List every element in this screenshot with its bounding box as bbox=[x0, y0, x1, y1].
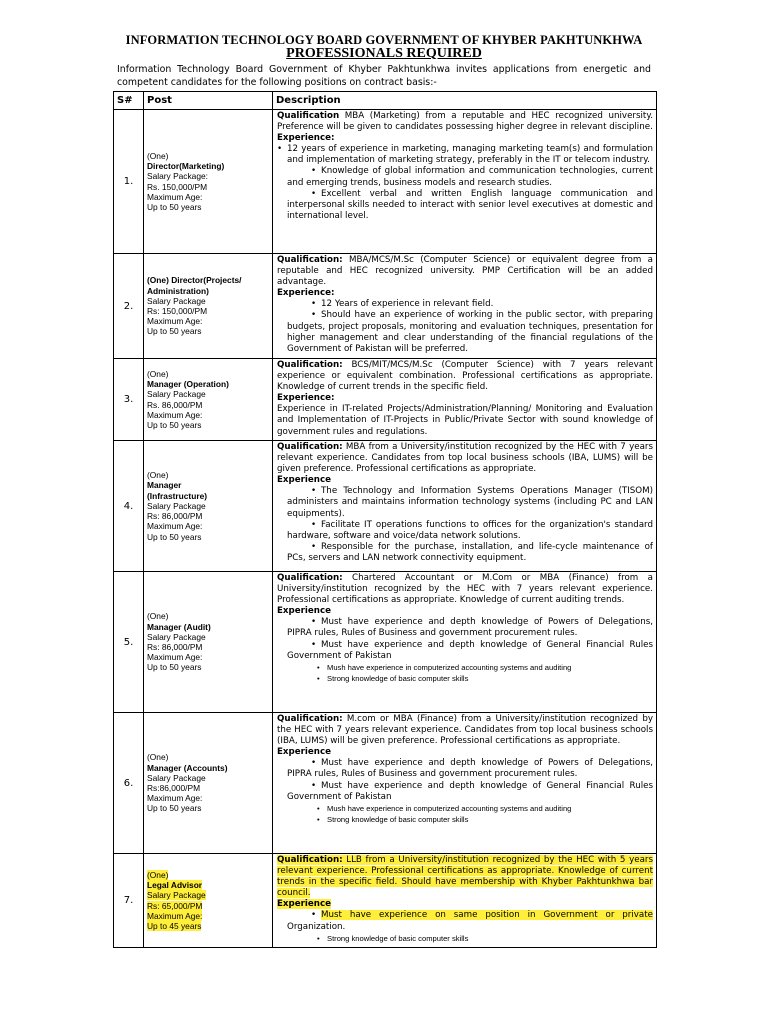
qualification-text: Chartered Accountant or M.Com or MBA (Finance) from a University/institution recognized by the HEC with 7 years relevant experience. Professional certifications as appropriate. Knowledge of current auditing trends. bbox=[277, 573, 653, 606]
description-cell bbox=[273, 254, 657, 359]
salary-value: Rs: 86,000/PM bbox=[147, 511, 203, 522]
post-count: (One) bbox=[147, 752, 169, 763]
organization-heading: INFORMATION TECHNOLOGY BOARD GOVERNMENT OF KHYBER PAKHTUNKHWA bbox=[125, 33, 643, 47]
experience-list bbox=[277, 144, 653, 222]
post-count: (One) bbox=[147, 368, 169, 379]
qualification-label: Qualification: bbox=[277, 573, 343, 583]
intro-paragraph: Information Technology Board Government of Khyber Pakhtunkhwa invites applications from energetic and competent candidates for the following positions on contract basis:- bbox=[117, 64, 651, 88]
salary-value: Rs:86,000/PM bbox=[147, 783, 201, 793]
list-item: • 12 years of experience in marketing, managing marketing team(s) and formulation and implementation of marketing strategy, preferably in the IT or telecom industry. bbox=[277, 144, 653, 166]
post-cell bbox=[144, 854, 273, 948]
qualification-label: Qualification bbox=[277, 111, 340, 121]
list-item: • Strong knowledge of basic computer skills bbox=[277, 933, 653, 944]
qualification-label: Qualification: bbox=[277, 360, 343, 370]
table-row bbox=[114, 441, 657, 572]
age-value: Up to 50 years bbox=[147, 531, 202, 542]
row-serial: 7. bbox=[114, 854, 144, 948]
row-serial: 2. bbox=[114, 254, 144, 359]
post-cell bbox=[144, 359, 273, 441]
qualification-text: MBA (Marketing) from a reputable and HEC recognized university. Preference will be given to candidates possessing higher degree in relevant discipline. bbox=[277, 111, 653, 133]
list-item: • Mush have experience in computerized accounting systems and auditing bbox=[277, 803, 653, 814]
qualification-text: LLB from a University/institution recognized by the HEC with 5 years relevant experience. Professional certifications as appropriate. Knowledge of current trends in the specific field. Should have membership with Khyber Pakhtunkhwa bar council. bbox=[277, 855, 653, 899]
age-label: Maximum Age: bbox=[147, 521, 203, 532]
experience-label: Experience bbox=[277, 899, 332, 910]
post-count: (One) bbox=[147, 869, 169, 880]
description-cell bbox=[273, 572, 657, 713]
post-cell bbox=[144, 572, 273, 713]
qualification-text: M.com or MBA (Finance) from a University/institution recognized by the HEC with 7 years relevant experience. Candidates from top local business schools (IBA, LUMS) will be given preference. Professional certifications as appropriate. bbox=[277, 714, 653, 747]
table-row bbox=[114, 110, 657, 254]
post-cell bbox=[144, 713, 273, 854]
post-title: Director(Marketing) bbox=[147, 161, 225, 172]
qualification-label: Qualification: bbox=[277, 255, 343, 265]
qualification-label: Qualification: bbox=[277, 714, 343, 724]
row-serial: 6. bbox=[114, 713, 144, 854]
list-item: • Should have an experience of working in the public sector, with preparing budgets, project proposals, monitoring and evaluation techniques, presentation for higher management and clear understanding of the financial regulations of the Government of Pakistan will be preferred. bbox=[277, 310, 653, 354]
salary-value: Rs: 86,000/PM bbox=[147, 642, 203, 652]
requirement-tail: Organization. bbox=[287, 921, 346, 932]
highlighted-requirement: Must have experience on same position in Government or private bbox=[321, 910, 653, 921]
list-item: • Strong knowledge of basic computer skills bbox=[277, 814, 653, 825]
salary-label: Salary Package bbox=[147, 890, 206, 901]
qualification-text: MBA/MCS/M.Sc (Computer Science) or equivalent degree from a reputable and HEC recognized university. PMP Certification will be an added advantage. bbox=[277, 255, 653, 288]
qualification-label: Qualification: bbox=[277, 442, 343, 452]
age-value: Up to 50 years bbox=[147, 662, 202, 673]
list-item: • Must have experience and depth knowledge of Powers of Delegations, PIPRA rules, Rules of Business and government procurement rules. bbox=[277, 758, 653, 780]
post-title: Manager (Operation) bbox=[147, 379, 229, 390]
experience-label: Experience bbox=[277, 475, 332, 486]
list-item: • Strong knowledge of basic computer skills bbox=[277, 673, 653, 684]
age-label: Maximum Age: bbox=[147, 191, 203, 202]
list-item: • Knowledge of global information and communication technologies, current and emerging trends, business models and research studies. bbox=[277, 166, 653, 188]
list-item: • Responsible for the purchase, installation, and life-cycle maintenance of PCs, servers and LAN network connectivity equipment. bbox=[277, 542, 653, 564]
experience-list bbox=[277, 910, 653, 943]
post-count: (One) bbox=[147, 150, 169, 161]
list-item: • Must have experience and depth knowledge of General Financial Rules Government of Pakistan bbox=[277, 781, 653, 803]
age-value: Up to 50 years bbox=[147, 326, 202, 337]
table-row bbox=[114, 854, 657, 948]
description-cell bbox=[273, 110, 657, 254]
description-cell bbox=[273, 441, 657, 572]
salary-value: Rs: 150,000/PM bbox=[147, 306, 208, 316]
experience-label: Experience bbox=[277, 747, 332, 758]
experience-list bbox=[277, 299, 653, 354]
salary-label: Salary Package: bbox=[147, 171, 208, 182]
age-label: Maximum Age: bbox=[147, 316, 203, 327]
post-title-line-2: (Infrastructure) bbox=[147, 490, 208, 501]
salary-value: Rs. 86,000/PM bbox=[147, 399, 203, 410]
experience-label: Experience: bbox=[277, 393, 335, 404]
age-value: Up to 50 years bbox=[147, 201, 202, 212]
salary-label: Salary Package bbox=[147, 772, 206, 783]
description-cell bbox=[273, 359, 657, 441]
qualification-text: BCS/MIT/MCS/M.Sc (Computer Science) with 7 years relevant experience or equivalent combination. Professional certifications as appropriate. Knowledge of current trends in the specific field. bbox=[277, 360, 653, 393]
row-serial: 4. bbox=[114, 441, 144, 572]
post-cell bbox=[144, 254, 273, 359]
post-count: (One) bbox=[147, 470, 169, 481]
description-cell bbox=[273, 713, 657, 854]
post-title: Legal Advisor bbox=[147, 880, 203, 891]
header-description: Description bbox=[273, 92, 657, 110]
table-row bbox=[114, 359, 657, 441]
salary-label: Salary Package bbox=[147, 500, 206, 511]
list-item: • 12 Years of experience in relevant field. bbox=[277, 299, 653, 310]
salary-value: Rs: 65,000/PM bbox=[147, 900, 203, 911]
qualification-text: MBA from a University/institution recognized by the HEC with 7 years relevant experience. Candidates from top local business schools (IBA, LUMS) will be given preference. Professional certifications as appropriate. bbox=[277, 442, 653, 475]
age-value: Up to 45 years bbox=[147, 920, 202, 931]
list-item: • Excellent verbal and written English language communication and interpersonal skills needed to interact with senior level executives at domestic and international level. bbox=[277, 189, 653, 222]
experience-text: Experience in IT-related Projects/Administration/Planning/ Monitoring and Evaluation and Implementation of IT-Projects in Public/Private Sector with sound knowledge of government rules and regulations. bbox=[277, 404, 653, 437]
post-cell bbox=[144, 110, 273, 254]
age-label: Maximum Age: bbox=[147, 652, 203, 663]
age-value: Up to 50 years bbox=[147, 419, 202, 430]
salary-label: Salary Package bbox=[147, 389, 206, 400]
post-title: Manager (Accounts) bbox=[147, 762, 228, 773]
positions-table bbox=[113, 91, 657, 948]
table-header-row bbox=[114, 92, 657, 110]
age-value: Up to 50 years bbox=[147, 803, 202, 814]
post-count: (One) bbox=[147, 611, 169, 622]
row-serial: 3. bbox=[114, 359, 144, 441]
list-item: • Must have experience and depth knowledge of Powers of Delegations, PIPRA rules, Rules of Business and government procurement rules. bbox=[277, 617, 653, 639]
experience-label: Experience: bbox=[277, 133, 335, 144]
experience-list bbox=[277, 617, 653, 684]
post-cell bbox=[144, 441, 273, 572]
description-cell bbox=[273, 854, 657, 948]
salary-label: Salary Package bbox=[147, 295, 206, 306]
post-title: Manager bbox=[147, 480, 182, 491]
experience-list bbox=[277, 486, 653, 564]
table-row bbox=[114, 713, 657, 854]
list-item: • Facilitate IT operations functions to offices for the organization's standard hardware, software and voice/data network solutions. bbox=[277, 520, 653, 542]
experience-label: Experience bbox=[277, 606, 332, 617]
experience-list bbox=[277, 758, 653, 825]
salary-label: Salary Package bbox=[147, 631, 206, 642]
qualification-label: Qualification: bbox=[277, 855, 343, 865]
list-item: • The Technology and Information Systems Operations Manager (TISOM) administers and maintains information technology systems (including PC and LAN equipments). bbox=[277, 486, 653, 519]
header-serial: S# bbox=[114, 92, 144, 110]
experience-label: Experience: bbox=[277, 288, 335, 299]
salary-value: Rs. 150,000/PM bbox=[147, 181, 208, 192]
post-title: Manager (Audit) bbox=[147, 621, 211, 632]
header-post: Post bbox=[144, 92, 273, 110]
page-title: PROFESSIONALS REQUIRED bbox=[286, 46, 482, 61]
list-item bbox=[277, 910, 653, 932]
row-serial: 5. bbox=[114, 572, 144, 713]
list-item: • Must have experience and depth knowledge of General Financial Rules Government of Pakistan bbox=[277, 640, 653, 662]
table-row bbox=[114, 572, 657, 713]
list-item: • Mush have experience in computerized accounting systems and auditing bbox=[277, 662, 653, 673]
age-label: Maximum Age: bbox=[147, 409, 203, 420]
row-serial: 1. bbox=[114, 110, 144, 254]
table-row bbox=[114, 254, 657, 359]
post-title: (One) Director(Projects/ Administration) bbox=[147, 275, 242, 296]
age-label: Maximum Age: bbox=[147, 910, 203, 921]
age-label: Maximum Age: bbox=[147, 793, 203, 804]
